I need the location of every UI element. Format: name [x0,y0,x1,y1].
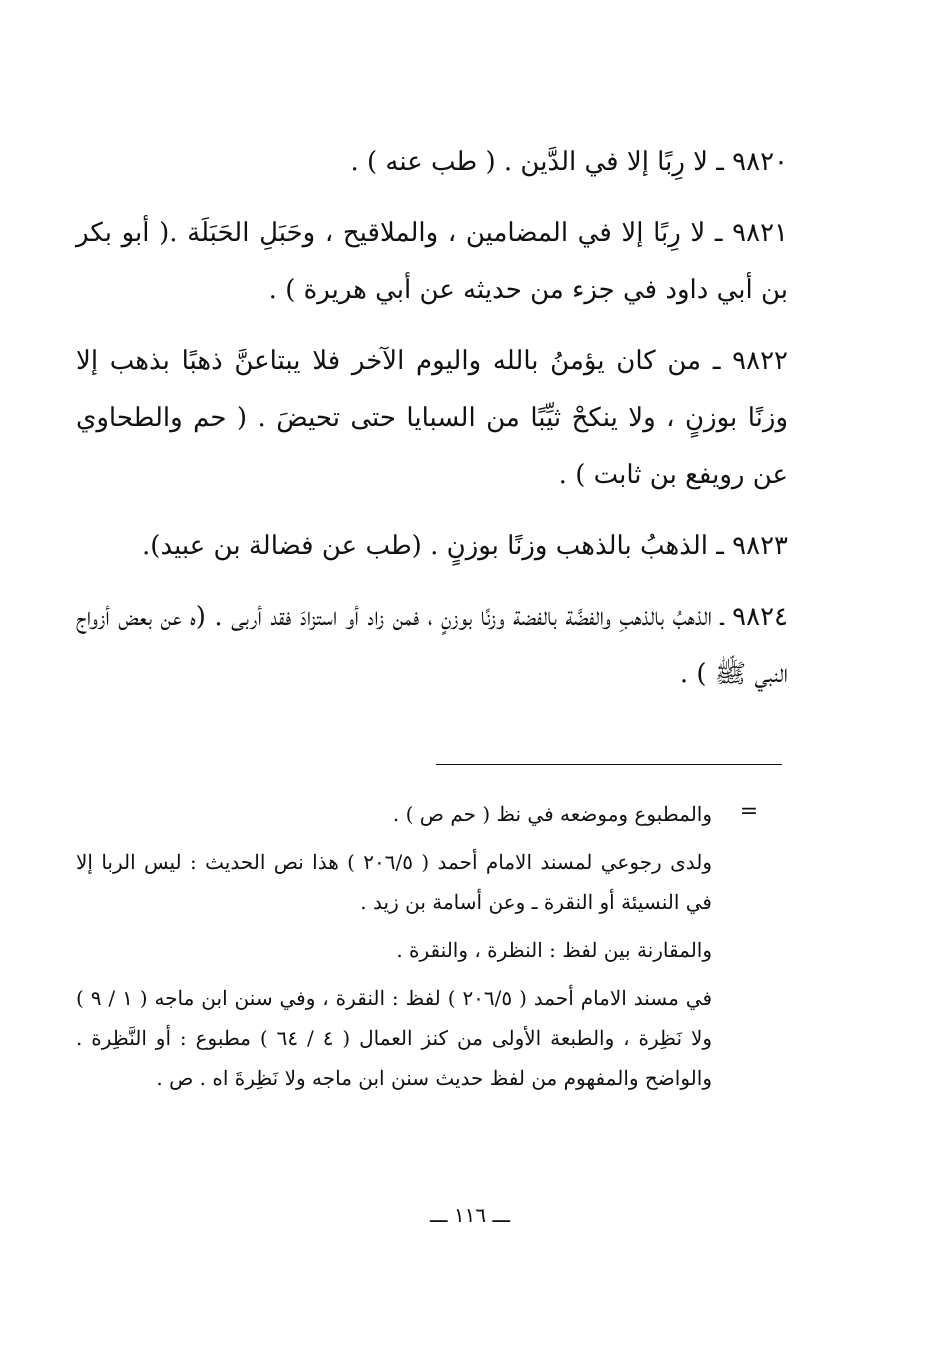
footnote-line: في مسند الامام أحمد ( ٢٠٦/٥ ) لفظ : النقرة ، وفي سنن ابن ماجه ( ١ / ٩ ) ولا نَظِرة ، والطبعة الأولى من كنز العمال ( ٤ / ٦٤ ) مطبوع : أو النَّظِرة . والواضح والمفهوم من لفظ حديث سنن ابن ماجه ولا نَظِرةَ اه . ص . [76,986,713,1090]
hadith-entry-9820: ٩٨٢٠ ـ لا رِبًا إلا في الدَّين . ( طب عنه ) . [350,147,788,177]
footnote-line: والمقارنة بين لفظ : النظرة ، والنقرة . [396,938,712,962]
hadith-list [76,134,788,717]
hadith-entry-9821: ٩٨٢١ ـ لا رِبًا إلا في المضامين ، والملاقيح ، وحَبَلِ الحَبَلَة .( أبو بكر بن أبي داود في جزء من حديثه عن أبي هريرة ) . [76,218,788,305]
footnote-divider [436,764,782,765]
hadith-entry-9824: ٩٨٢٤ ـ الذهبُ بالذهبِ والفضَّة بالفضة وزنًا بوزنٍ ، فمن زاد أو استزادَ فقد أربى . (ه عن بعض أزواج النبي ﷺ ) . [76,602,788,689]
hadith-entry-9823: ٩٨٢٣ ـ الذهبُ بالذهب وزنًا بوزنٍ . (طب عن فضالة بن عبيد). [142,531,788,561]
footnote-line: والمطبوع وموضعه في نظ ( حم ص ) . [392,802,712,826]
hadith-entry-9822: ٩٨٢٢ ـ من كان يؤمنُ بالله واليوم الآخر فلا يبتاعنَّ ذهبًا بذهب إلا وزنًا بوزنٍ ، ولا ينكحْ ثيِّبًا من السبايا حتى تحيضَ . ( حم والطحاوي عن رويفع بن ثابت ) . [76,346,788,490]
page-number: ـــ ١١٦ ـــ [429,1203,511,1227]
footnotes [76,794,712,1106]
footnote-continuation-mark: = [739,799,759,824]
footnote-line: ولدى رجوعي لمسند الامام أحمد ( ٢٠٦/٥ ) هذا نص الحديث : ليس الربا إلا في النسيئة أو النقرة ـ وعن أسامة بن زيد . [76,850,712,914]
